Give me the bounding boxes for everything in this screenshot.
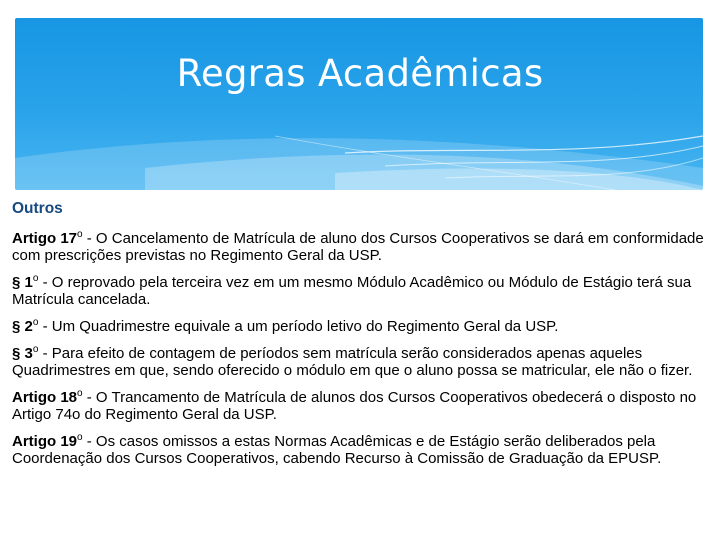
section-heading: Outros — [12, 200, 63, 217]
paragraph-text: - O Trancamento de Matrícula de alunos dos Cursos Cooperativos obedecerá o disposto no Artigo 74o do Regimento Geral da USP. — [12, 389, 697, 423]
paragraph-label: § 3 — [12, 345, 33, 362]
ordinal-marker: o — [77, 229, 83, 240]
paragraph-label: Artigo 17 — [12, 230, 78, 247]
paragraph-text: - Um Quadrimestre equivale a um período letivo do Regimento Geral da USP. — [38, 318, 559, 335]
title-banner — [15, 18, 703, 190]
paragraph-label: § 2 — [12, 318, 33, 335]
ordinal-marker: o — [77, 432, 83, 443]
decorative-waves — [15, 18, 703, 190]
paragraph-label: § 1 — [12, 274, 33, 291]
paragraph-paragrafo-2 — [12, 318, 712, 335]
slide-title: Regras Acadêmicas — [176, 52, 544, 95]
paragraph-paragrafo-1 — [12, 274, 712, 308]
paragraph-text: - Os casos omissos a estas Normas Acadêmicas e de Estágio serão deliberados pela Coordenação dos Cursos Cooperativos, cabendo Recurso à Comissão de Graduação da EPUSP. — [12, 433, 662, 467]
paragraph-text: - O Cancelamento de Matrícula de aluno dos Cursos Cooperativos se dará em conformidade com prescrições previstas no Regimento Geral da USP. — [12, 230, 704, 264]
paragraph-label: Artigo 19 — [12, 433, 78, 450]
ordinal-marker: o — [77, 388, 83, 399]
slide-content — [12, 200, 712, 477]
ordinal-marker: o — [32, 317, 39, 328]
ordinal-marker: o — [32, 344, 39, 355]
paragraph-artigo-17 — [12, 230, 712, 264]
paragraph-text: - O reprovado pela terceira vez em um mesmo Módulo Acadêmico ou Módulo de Estágio terá sua Matrícula cancelada. — [12, 274, 692, 308]
paragraph-label: Artigo 18 — [12, 389, 78, 406]
paragraph-artigo-19 — [12, 433, 712, 467]
paragraph-artigo-18 — [12, 389, 712, 423]
paragraph-text: - Para efeito de contagem de períodos sem matrícula serão considerados apenas aqueles Quadrimestres em que, sendo oferecido o módulo em que o aluno possa se matricular, ele não o fizer. — [12, 345, 693, 379]
ordinal-marker: o — [32, 273, 39, 284]
paragraph-paragrafo-3 — [12, 345, 712, 379]
